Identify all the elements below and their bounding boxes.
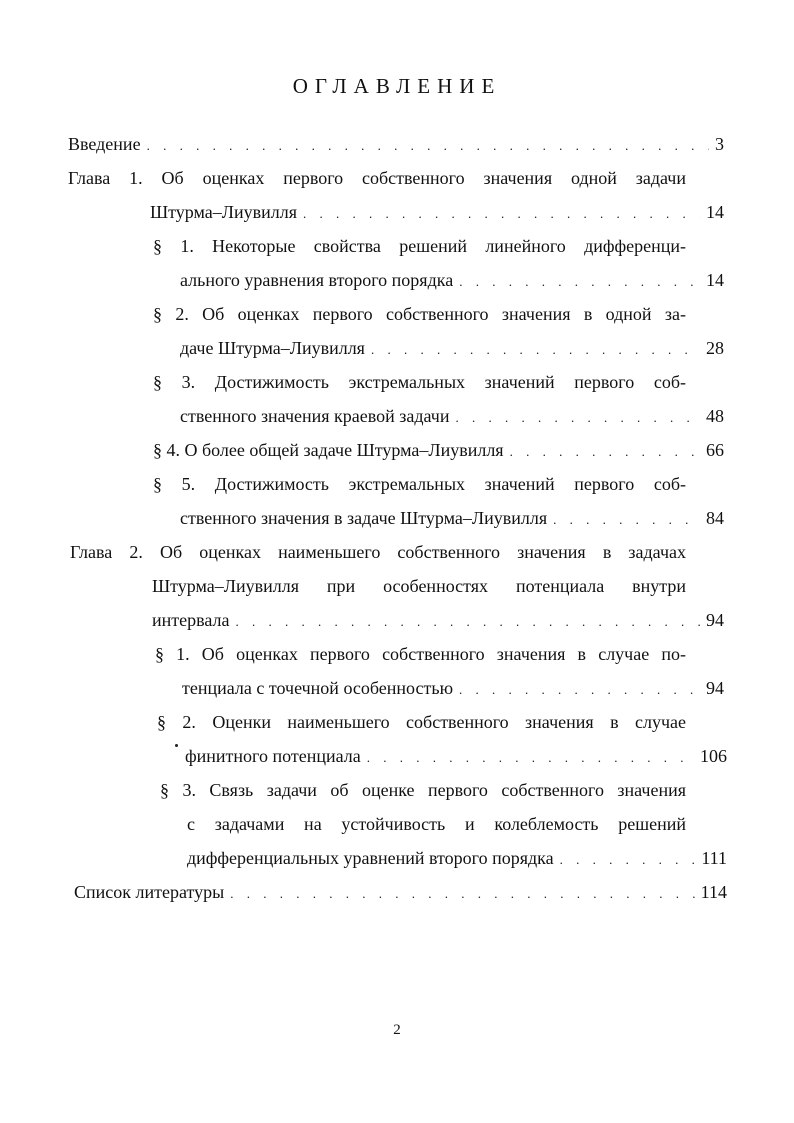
toc-entry-text: § 4. О более общей задаче Штурма–Лиувилля [153,440,504,460]
leader-dots [459,268,700,296]
toc-entry-page: 114 [700,882,727,902]
leader-dots [371,336,700,364]
toc-chapter-2-line2[interactable]: Штурма–Лиувилля при особенностях потенциала внутри [152,576,686,596]
toc-entry-text: ственного значения в задаче Штурма–Лиувилля [180,508,548,528]
toc-entry-text: ственного значения краевой задачи [180,406,450,426]
toc-entry-text: дифференциальных уравнений второго порядка [187,848,554,868]
toc-chapter-2-line3[interactable] [152,606,724,634]
toc-ch1-section-5-line1[interactable]: § 5. Достижимость экстремальных значений первого соб- [153,474,686,494]
leader-dots [367,744,694,772]
toc-entry-page: 94 [706,610,724,630]
toc-ch2-section-2-line2[interactable] [185,742,727,770]
toc-entry-intro[interactable] [68,130,724,158]
toc-ch2-section-1-line1[interactable]: § 1. Об оценках первого собственного значения в случае по- [155,644,686,664]
toc-ch1-section-5-line2[interactable] [180,504,724,532]
toc-entry-page: 14 [706,202,724,222]
toc-entry-text: интервала [152,610,230,630]
toc-entry-text: Введение [68,134,141,154]
toc-ch1-section-2-line2[interactable] [180,334,724,362]
page-number: 2 [393,1022,401,1038]
scan-speck [175,744,178,747]
toc-entry-page: 84 [706,508,724,528]
toc-entry-page: 94 [706,678,724,698]
toc-entry-text: тенциала с точечной особенностью [182,678,454,698]
toc-entry-page: 48 [706,406,724,426]
toc-ch1-section-4[interactable] [153,436,724,464]
toc-ch1-section-2-line1[interactable]: § 2. Об оценках первого собственного значения в одной за- [153,304,686,324]
toc-ch1-section-3-line2[interactable] [180,402,724,430]
toc-ch2-section-3-line1[interactable]: § 3. Связь задачи об оценке первого собственного значения [160,780,686,800]
toc-entry-page: 28 [706,338,724,358]
leader-dots [455,404,700,432]
toc-entry-text: финитного потенциала [185,746,361,766]
toc-ch2-section-2-line1[interactable]: § 2. Оценки наименьшего собственного значения в случае [157,712,686,732]
leader-dots [303,200,700,228]
toc-ch1-section-1-line1[interactable]: § 1. Некоторые свойства решений линейного дифференци- [153,236,686,256]
toc-ch2-section-3-line2[interactable]: с задачами на устойчивость и колеблемость решений [187,814,686,834]
toc-ch2-section-1-line2[interactable] [182,674,724,702]
toc-entry-page: 66 [706,440,724,460]
leader-dots [510,438,700,466]
leader-dots [459,676,700,704]
toc-entry-text: Список литературы [74,882,225,902]
toc-ch1-section-3-line1[interactable]: § 3. Достижимость экстремальных значений первого соб- [153,372,686,392]
leader-dots [560,846,696,874]
toc-entry-text: Штурма–Лиувилля [150,202,297,222]
toc-entry-page: 14 [706,270,724,290]
leader-dots [230,880,694,908]
toc-entry-page: 111 [701,848,727,868]
toc-entry-page: 106 [700,746,727,766]
toc-chapter-2-line1[interactable]: Глава 2. Об оценках наименьшего собственного значения в задачах [70,542,686,562]
toc-entry-page: 3 [715,134,724,154]
toc-ch1-section-1-line2[interactable] [180,266,724,294]
toc-entry-text: ального уравнения второго порядка [180,270,454,290]
toc-chapter-1-line1[interactable]: Глава 1. Об оценках первого собственного значения одной задачи [68,168,686,188]
toc-ch2-section-3-line3[interactable] [187,844,727,872]
toc-entry-references[interactable] [74,878,727,906]
toc-chapter-1-line2[interactable] [150,198,724,226]
leader-dots [236,608,700,636]
leader-dots [147,132,709,160]
page-title: ОГЛАВЛЕНИЕ [292,74,502,98]
leader-dots [553,506,700,534]
toc-entry-text: даче Штурма–Лиувилля [180,338,365,358]
